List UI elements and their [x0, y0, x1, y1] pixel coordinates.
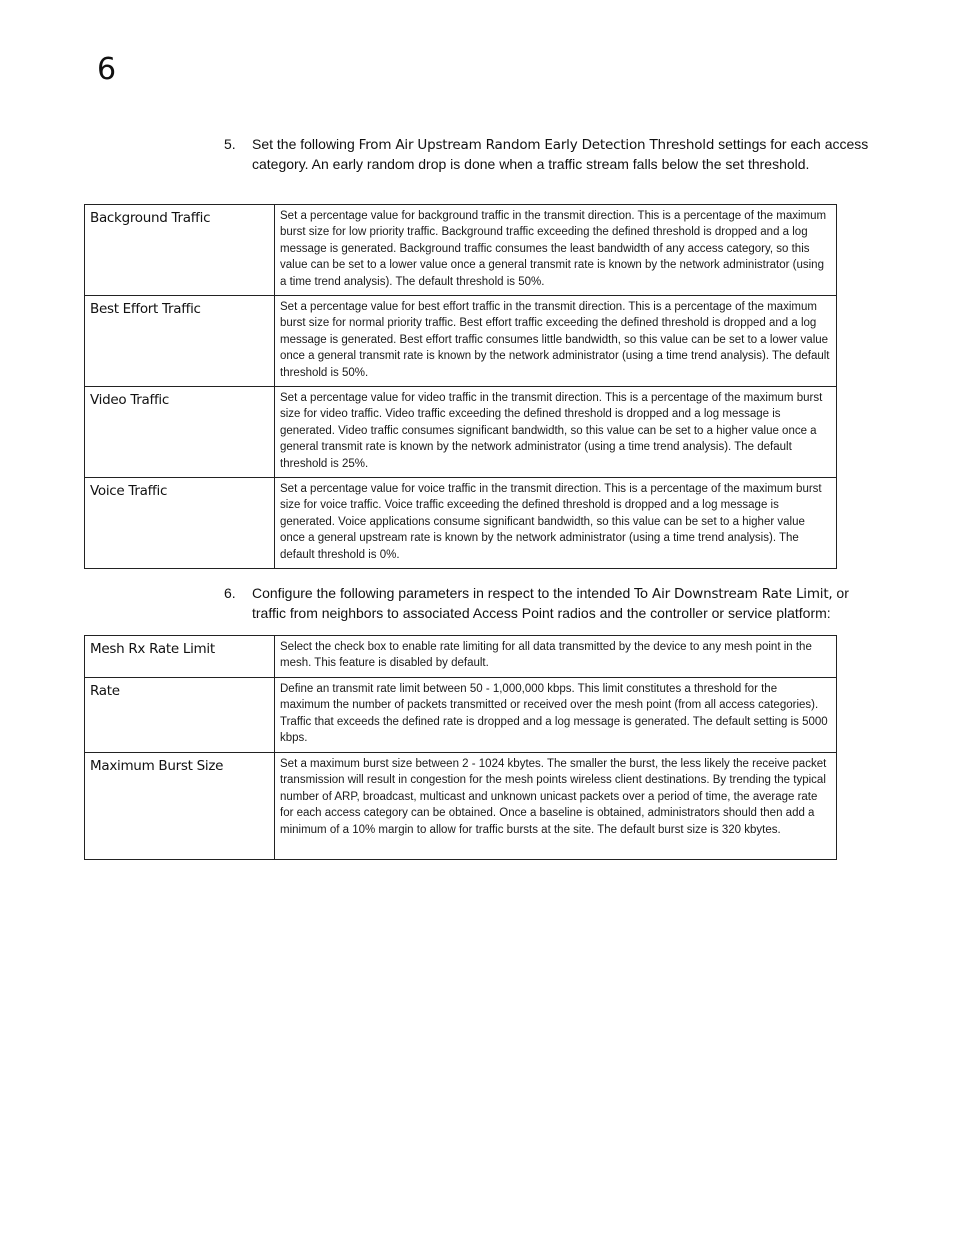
parameter-description: Select the check box to enable rate limiting for all data transmitted by the device to any mesh point in the mesh. This feature is disabled by default.: [280, 641, 812, 670]
parameter-label: Video Traffic: [90, 392, 169, 408]
table-row: [85, 478, 837, 569]
step-number: 6.: [224, 585, 236, 601]
table-row: [85, 678, 837, 753]
parameter-description: Set a maximum burst size between 2 - 1024 kbytes. The smaller the burst, the less likely the receive packet transmission will result in congestion for the mesh points wireless client destinations. By trending the typical number of ARP, broadcast, multicast and unknown unicast packets over a period of time, the average rate for each access category can be obtained. Once a baseline is obtained, administrators should then add a minimum of a 10% margin to allow for traffic bursts at the site. The default burst size is 320 kbytes.: [280, 758, 827, 836]
step-text: Set the following From Air Upstream Random Early Detection Threshold settings for each access category. An early random drop is done when a traffic stream falls below the set threshold.: [252, 136, 869, 172]
table-row: [85, 753, 837, 860]
parameter-label: Voice Traffic: [90, 483, 168, 499]
threshold-table: [84, 204, 837, 569]
chapter-number: 6: [97, 52, 117, 87]
setting-name: From Air Upstream Random Early Detection Threshold: [358, 137, 715, 153]
parameter-label: Best Effort Traffic: [90, 301, 201, 317]
parameter-description: Define an transmit rate limit between 50 - 1,000,000 kbps. This limit constitutes a threshold for the maximum the number of packets transmitted or received over the mesh point (from all access categories). Traffic that exceeds the defined rate is dropped and a log message is generated. The default setting is 5000 kbps.: [280, 683, 828, 745]
parameter-label: Maximum Burst Size: [90, 758, 224, 774]
step-5: [224, 135, 874, 174]
table-row: [85, 205, 837, 296]
setting-name: To Air Downstream Rate Limit,: [634, 586, 833, 602]
rate-limit-table: [84, 635, 837, 860]
table-row: [85, 387, 837, 478]
parameter-description: Set a percentage value for voice traffic in the transmit direction. This is a percentage of the maximum burst size for voice traffic. Voice traffic exceeding the defined threshold is dropped and a log message is generated. Voice applications consume significant bandwidth, so this value can be set to a higher value once a general upstream rate is known by the network administrator (using a time trend analysis). The default threshold is 0%.: [280, 483, 822, 561]
parameter-label: Mesh Rx Rate Limit: [90, 641, 215, 657]
parameter-description: Set a percentage value for best effort traffic in the transmit direction. This is a percentage of the maximum burst size for normal priority traffic. Best effort traffic exceeding the defined threshold is dropped and a log message is generated. Best effort traffic consumes little bandwidth, so this value can be set to a lower value once a general transmit rate is known by the network administrator (using a time trend analysis). The default threshold is 50%.: [280, 301, 830, 379]
step-number: 5.: [224, 136, 236, 152]
parameter-label: Background Traffic: [90, 210, 211, 226]
table-row: [85, 296, 837, 387]
parameter-label: Rate: [90, 683, 120, 699]
parameter-description: Set a percentage value for video traffic in the transmit direction. This is a percentage of the maximum burst size for video traffic. Video traffic exceeding the defined threshold is dropped and a log message is generated. Video traffic consumes significant bandwidth, so this value can be set to a higher value once a general transmit rate is known by the network administrator (using a time trend analysis). The default threshold is 25%.: [280, 392, 823, 470]
step-6: [224, 584, 874, 623]
parameter-description: Set a percentage value for background traffic in the transmit direction. This is a percentage of the maximum burst size for low priority traffic. Background traffic exceeding the defined threshold is dropped and a log message is generated. Background traffic consumes the least bandwidth of any access category, so this value can be set to a lower value once a general transmit rate is known by the network administrator (using a time trend analysis). The default threshold is 50%.: [280, 210, 827, 288]
table-row: [85, 636, 837, 678]
step-text: Configure the following parameters in respect to the intended To Air Downstream Rate Limit, or traffic from neighbors to associated Access Point radios and the controller or service platform:: [252, 585, 849, 621]
